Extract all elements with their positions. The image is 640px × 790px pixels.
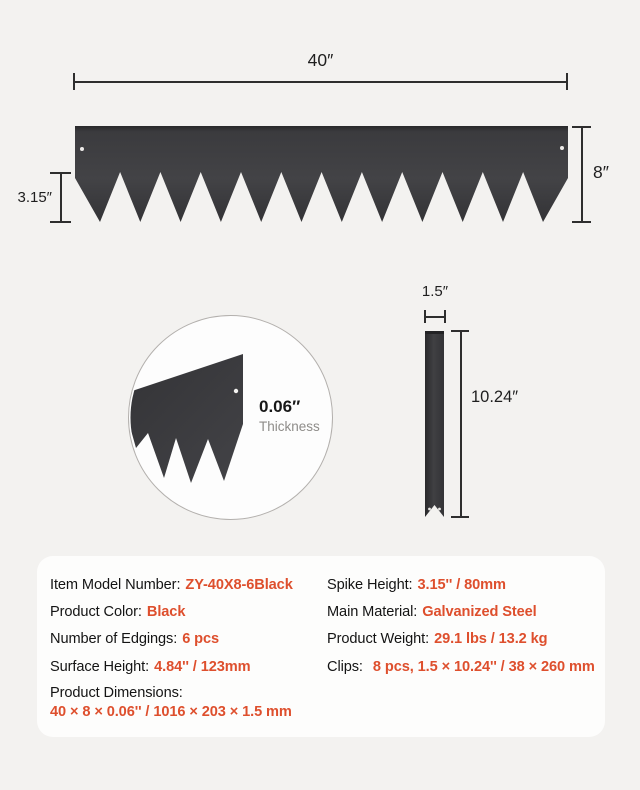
dimension-tick [572,221,591,223]
clip-top-cap [425,331,444,334]
spec-panel [37,556,605,737]
spec-column-right [327,571,605,737]
spec-item-model-number [50,571,327,598]
clip-hole-left [428,508,431,511]
spec-value: ZY-40X8-6Black [185,576,293,593]
clip-hole-right [438,508,441,511]
dimension-line [460,331,462,517]
spec-value: 29.1 lbs / 13.2 kg [434,631,548,648]
thickness-value: 0.06″ [259,397,301,416]
mounting-hole-right [560,146,564,150]
edging-detail-shape [129,316,332,519]
spec-product-dimensions [50,684,327,721]
spec-spike-height [327,571,605,598]
spec-clips [327,653,605,680]
dimension-line [74,81,567,83]
dimension-tick [451,516,469,518]
spec-label: Spike Height: [327,576,413,593]
spec-value: 3.15'' / 80mm [417,576,506,593]
clip-side-view [420,328,450,520]
spec-label: Main Material: [327,604,418,621]
dimension-tick [572,126,591,128]
edging-outline [75,126,568,222]
spec-product-color [50,598,327,625]
mounting-hole-detail [234,389,238,393]
spec-column-left [50,571,327,737]
clip-width-dimension-label: 1.5″ [421,283,449,300]
dimension-tick [566,73,568,90]
spec-main-material [327,598,605,625]
dimension-tick [451,330,469,332]
spec-value: 4.84'' / 123mm [154,658,251,675]
dimension-tick [50,172,71,174]
spec-surface-height [50,653,327,680]
height-dimension-label: 8″ [593,162,609,182]
spec-value: Black [146,604,186,621]
spec-label: Item Model Number: [50,576,181,593]
dimension-line [60,173,62,222]
spec-label: Product Color: [50,604,142,621]
clip-height-dimension-label: 10.24″ [471,388,519,406]
spec-value: 6 pcs [182,631,220,648]
thickness-caption: Thickness [259,419,320,434]
spec-product-weight [327,626,605,653]
spec-number-of-edgings [50,626,327,653]
dimension-tick [424,310,426,323]
spec-label: Clips: [327,658,363,675]
edging-front-view [75,126,568,223]
dimension-line [425,316,445,318]
width-dimension-label: 40″ [307,50,334,70]
dimension-line [581,127,583,222]
spec-label: Surface Height: [50,658,150,675]
clip-outline [425,331,444,517]
spec-value: Galvanized Steel [422,604,537,621]
spike-height-dimension-label: 3.15″ [17,189,52,206]
dimension-tick [444,310,446,323]
spec-label: Product Dimensions: [50,685,183,702]
spec-value: 8 pcs, 1.5 × 10.24'' / 38 × 260 mm [372,658,595,675]
spec-label: Product Weight: [327,631,430,648]
spec-label: Number of Edgings: [50,631,178,648]
dimension-tick [73,73,75,90]
dimension-tick [50,221,71,223]
edging-detail-outline [129,354,243,483]
thickness-detail-circle [128,315,333,520]
mounting-hole-left [80,147,84,151]
spec-value: 40 × 8 × 0.06'' / 1016 × 203 × 1.5 mm [50,703,292,720]
